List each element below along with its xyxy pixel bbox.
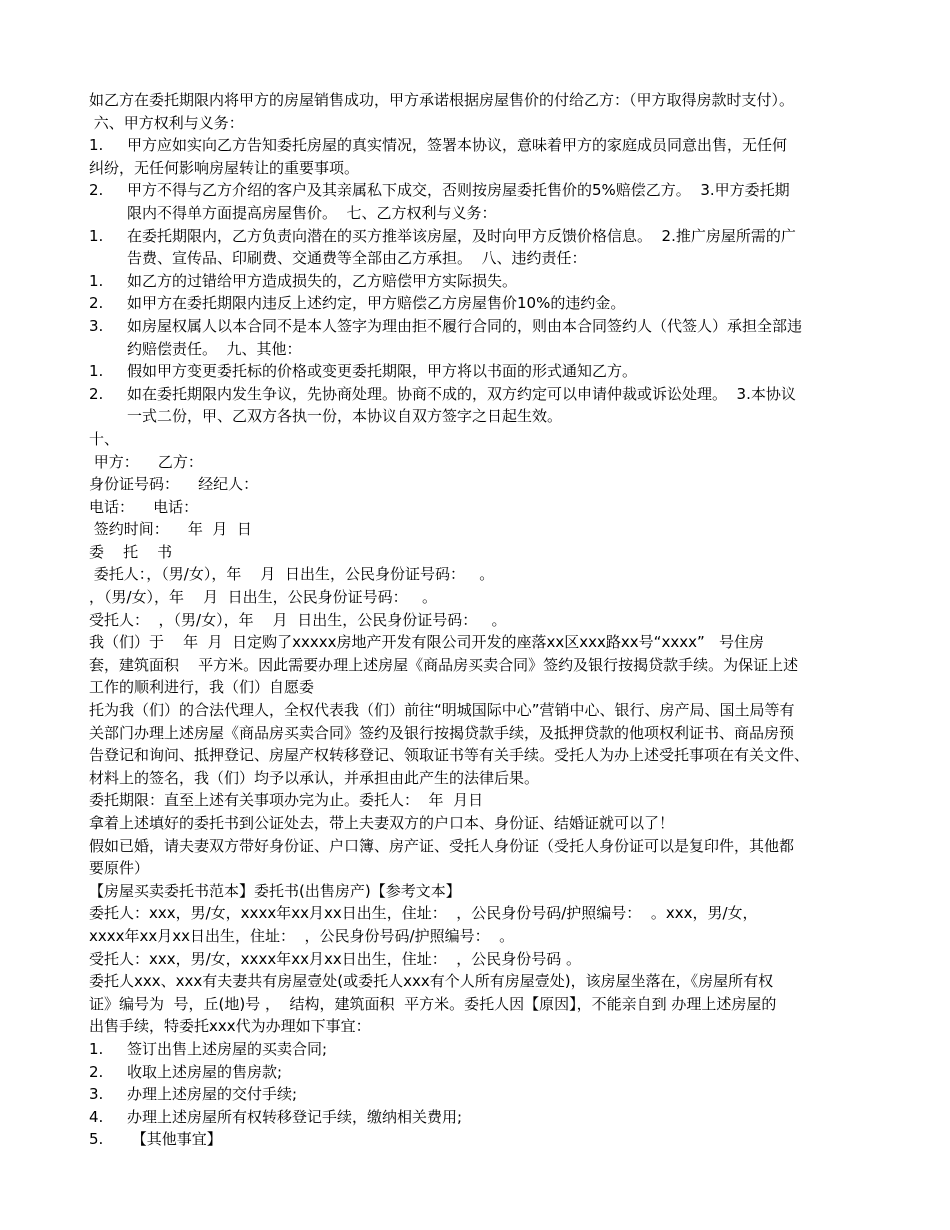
list-item (89, 134, 864, 157)
list-item-text: 签订出售上述房屋的买卖合同; (127, 1039, 328, 1058)
list-item-number (89, 202, 127, 225)
list-item-text: 如乙方的过错给甲方造成损失的，乙方赔偿甲方实际损失。 (127, 271, 518, 290)
list-item (89, 1038, 864, 1061)
text-line: 托为我（们）的合法代理人，全权代表我（们）前往“明城国际中心”营销中心、银行、房产局、国土局等有 (89, 701, 795, 720)
list-item-number: 5. (89, 1130, 104, 1149)
list-item-continuation (89, 338, 864, 361)
list-item-text: 【其他事宜】 (127, 1130, 222, 1149)
list-item-continuation (89, 202, 864, 225)
list-item-text: 收取上述房屋的售房款; (127, 1062, 283, 1081)
list-item (89, 292, 864, 315)
list-item-number (89, 338, 127, 361)
list-item (89, 1106, 864, 1129)
text-line: 电话： 电话： (89, 497, 199, 516)
list-item-number: 2. (89, 1062, 104, 1081)
list-item-number: 1. (89, 362, 104, 381)
list-item-number: 2. (89, 384, 104, 403)
list-item-continuation (89, 247, 864, 270)
text-line: 委 托 书 (89, 542, 173, 561)
list-item (89, 225, 864, 248)
text-line: 假如已婚，请夫妻双方带好身份证、户口簿、房产证、受托人身份证（受托人身份证可以是复印件，其他都 (89, 836, 795, 855)
text-line: 受托人： ，（男/女），年 月 日出生，公民身份证号码： 。 (89, 610, 507, 629)
text-line: 出售手续，特委托xxx代为办理如下事宜： (89, 1017, 371, 1036)
text-line: 要原件） (89, 859, 150, 878)
text-line: 套，建筑面积 平方米。因此需要办理上述房屋《商品房买卖合同》签约及银行按揭贷款手续。为保证上述 (89, 655, 799, 674)
list-item (89, 1083, 864, 1106)
text-line: 如乙方在委托期限内将甲方的房屋销售成功，甲方承诺根据房屋售价的付给乙方：（甲方取得房款时支付）。 (89, 91, 795, 109)
document-page (89, 89, 864, 1151)
text-line: 十、 (89, 429, 120, 448)
list-item-text: 一式二份，甲、乙双方各执一份，本协议自双方签字之日起生效。 (127, 407, 563, 426)
list-item-number: 2. (89, 181, 104, 200)
list-item (89, 383, 864, 406)
list-item-text: 在委托期限内，乙方负责向潜在的买方推举该房屋，及时向甲方反馈价格信息。 2.推广房屋所需的广 (127, 226, 796, 245)
list-item-text: 限内不得单方面提高房屋售价。 七、乙方权利与义务： (127, 203, 497, 222)
list-item (89, 360, 864, 383)
text-line: xxxx年xx月xx日出生，住址： ，公民身份号码/护照编号： 。 (89, 926, 515, 945)
text-line: ，（男/女），年 月 日出生，公民身份证号码： 。 (89, 588, 437, 607)
text-line: 告登记和询问、抵押登记、房屋产权转移登记、领取证书等有关手续。受托人为办上述受托事项在有关文件、 (89, 746, 810, 765)
list-item-number: 2. (89, 294, 104, 313)
list-item-text: 甲方不得与乙方介绍的客户及其亲属私下成交，否则按房屋委托售价的5%赔偿乙方。 3.甲方委托期 (127, 181, 790, 200)
list-item-text: 假如甲方变更委托标的价格或变更委托期限，甲方将以书面的形式通知乙方。 (127, 362, 638, 381)
text-line: 拿着上述填好的委托书到公证处去，带上夫妻双方的户口本、身份证、结婚证就可以了！ (89, 814, 675, 832)
list-item-text: 告费、宣传品、印刷费、交通费等全部由乙方承担。 八、违约责任： (127, 249, 587, 268)
list-item (89, 1061, 864, 1084)
list-item-text: 如房屋权属人以本合同不是本人签字为理由拒不履行合同的，则由本合同签约人（代签人）承担全部违 (127, 316, 803, 335)
list-item (89, 1128, 864, 1151)
text-line: 关部门办理上述房屋《商品房买卖合同》签约及银行按揭贷款手续，及抵押贷款的他项权利证书、商品房预 (89, 723, 795, 742)
list-item-number: 4. (89, 1107, 104, 1126)
list-item-text: 如甲方在委托期限内违反上述约定，甲方赔偿乙方房屋售价10%的违约金。 (127, 294, 626, 313)
text-line: 材料上的签名，我（们）均予以承认，并承担由此产生的法律后果。 (89, 768, 540, 787)
text-line: 甲方： 乙方： (89, 452, 203, 471)
text-line: 委托人xxx、xxx有夫妻共有房屋壹处(或委托人xxx有个人所有房屋壹处)，该房屋坐落在，《房屋所有权 (89, 972, 774, 991)
list-item-text: 办理上述房屋所有权转移登记手续，缴纳相关费用; (127, 1107, 463, 1126)
text-line: 纠纷，无任何影响房屋转让的重要事项。 (89, 158, 360, 177)
text-line: 委托人：xxx，男/女，xxxx年xx月xx日出生，住址： ，公民身份号码/护照编号： 。xxx，男/女， (89, 904, 758, 923)
list-item-number: 1. (89, 226, 104, 245)
list-item-number: 1. (89, 136, 104, 155)
list-item-text: 甲方应如实向乙方告知委托房屋的真实情况，签署本协议，意味着甲方的家庭成员同意出售，无任何 (127, 136, 788, 155)
text-line: 委托人：，（男/女），年 月 日出生，公民身份证号码： 。 (89, 565, 495, 584)
list-item (89, 270, 864, 293)
list-item-text: 办理上述房屋的交付手续; (127, 1085, 298, 1104)
list-item-text: 约赔偿责任。 九、其他： (127, 339, 302, 358)
text-line: 我（们）于 年 月 日定购了xxxxx房地产开发有限公司开发的座落xx区xxx路xx号“xxxx” 号住房 (89, 633, 765, 652)
list-item-number (89, 247, 127, 270)
list-item-number: 3. (89, 1085, 104, 1104)
list-item-number (89, 405, 127, 428)
text-line: 六、甲方权利与义务： (89, 113, 244, 132)
list-item-number: 3. (89, 316, 104, 335)
text-line: 受托人：xxx，男/女，xxxx年xx月xx日出生，住址： ，公民身份号码 。 (89, 949, 582, 968)
text-line: 身份证号码： 经纪人： (89, 475, 259, 494)
list-item (89, 315, 864, 338)
list-item-number: 1. (89, 271, 104, 290)
list-item-text: 如在委托期限内发生争议，先协商处理。协商不成的，双方约定可以申请仲裁或诉讼处理。 3.本协议 (127, 384, 796, 403)
text-line: 委托期限：直至上述有关事项办完为止。委托人： 年 月日 (89, 791, 484, 810)
text-line: 证》编号为 号，丘(地)号 ， 结构，建筑面积 平方米。委托人因【原因】，不能亲自到 办理上述房屋的 (89, 994, 777, 1013)
list-item (89, 179, 864, 202)
text-line: 签约时间： 年 月 日 (89, 520, 252, 539)
text-line: 【房屋买卖委托书范本】委托书(出售房产)【参考文本】 (89, 881, 461, 900)
text-line: 工作的顺利进行，我（们）自愿委 (89, 678, 315, 697)
list-item-continuation (89, 405, 864, 428)
list-item-number: 1. (89, 1039, 104, 1058)
